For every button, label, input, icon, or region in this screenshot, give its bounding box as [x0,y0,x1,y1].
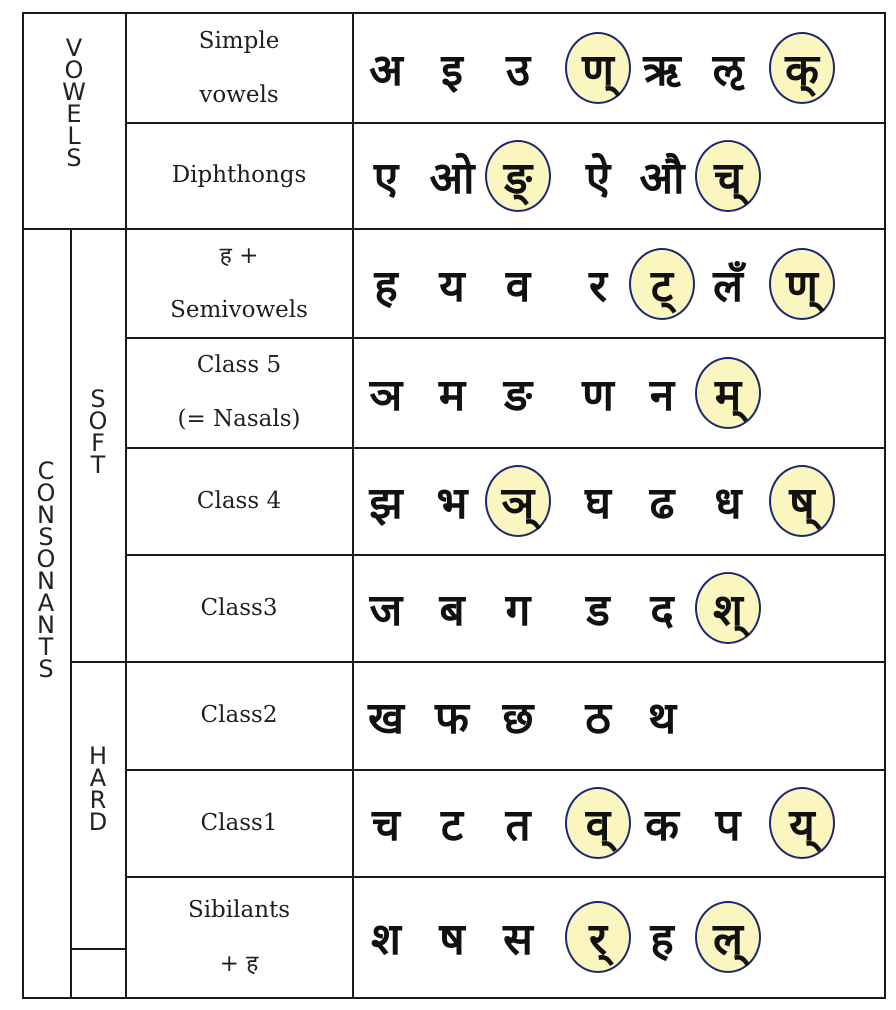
category-label-line: Class 5 [196,352,282,378]
letter: ण [582,369,614,421]
letter: त [505,800,531,851]
group-label-letter: A [89,764,107,792]
group-label-letter: D [88,808,108,836]
letter: अ [369,45,403,96]
letter: ऐ [585,152,611,204]
category-label [126,662,352,769]
marked-letter: ल् [695,901,761,973]
marked-letter: ट् [629,248,695,320]
letter: इ [441,45,463,96]
category-label-line: Diphthongs [171,162,307,188]
letter: ढ [649,478,675,529]
marked-letter: श् [695,572,761,644]
letter: क [645,800,679,851]
category-label-line: + ह [219,950,259,977]
letter: म [438,369,466,421]
group-label-letter: W [62,78,86,106]
category-label [126,14,352,122]
category-label-line: Class3 [200,594,278,621]
row-divider-8 [352,876,886,878]
marked-letter: च् [695,140,761,212]
letter: ञ [369,369,403,421]
letter: ह [374,260,398,312]
group-label-letter: N [37,501,55,529]
group-label-letter: T [90,451,106,479]
marked-letter: र् [565,901,631,973]
category-label-line: Class1 [200,809,278,836]
group-label-letter: S [66,144,82,172]
letter: ब [439,585,465,636]
letter: ऌ [712,45,744,96]
letter: ध [714,478,742,529]
hard-bottom-divider [70,948,126,950]
category-label-line: vowels [199,81,279,108]
letter: च [372,800,400,851]
letter: झ [369,478,403,529]
category-label [126,230,352,337]
letter: प [715,800,741,851]
marked-letter: ण् [565,32,631,104]
row-divider-4 [352,447,886,449]
letter: फ [435,692,469,744]
letter: द [650,585,674,636]
letter: ष [439,914,465,965]
letter: ड [586,585,610,636]
category-label-line: Sibilants [187,896,291,923]
letter: ऋ [643,45,681,96]
row-divider-1 [352,122,886,124]
group-label-letter: R [89,786,107,814]
group-label-letter: T [38,633,54,661]
letter: लँ [713,260,743,312]
letter: थ [647,692,677,744]
marked-letter: ष् [769,465,835,537]
letter: ख [368,692,404,744]
group-label-letter: F [91,429,105,457]
category-label [126,770,352,876]
category-label-line: Class 4 [196,487,282,514]
category-label-line: Semivowels [170,297,308,323]
letter: र [589,260,607,312]
group-label-letter: S [90,385,106,413]
letter: भ [436,478,468,529]
letter: व [505,260,531,312]
group-label-letter: S [38,655,54,683]
group-label-letter: A [37,589,55,617]
category-label-line: Class2 [200,702,278,728]
group-label-hard [86,742,110,836]
table-border-right [884,12,886,999]
category-label [126,877,352,997]
letter: ह [650,914,674,965]
group-label-letter: O [36,479,56,507]
letter: ज [369,585,403,636]
letter: ए [373,152,399,204]
category-label [126,448,352,554]
category-label [126,123,352,228]
letter: य [439,260,465,312]
group-label-letter: O [36,545,56,573]
group-label-consonants [34,457,58,683]
group-label-vowels [62,34,86,172]
table-border-left [22,12,24,999]
group-label-letter: E [66,100,82,128]
category-label-line: Simple [198,27,280,54]
row-divider-7 [352,769,886,771]
letter: न [649,369,675,421]
marked-letter: ङ् [485,140,551,212]
marked-letter: क् [769,32,835,104]
letter: ठ [585,692,611,744]
group-label-letter: V [65,34,83,62]
letter: ङ [503,369,533,421]
marked-letter: म् [695,357,761,429]
marked-letter: य् [769,787,835,859]
letter: श [371,914,401,965]
marked-letter: ञ् [485,465,551,537]
row-divider-5 [352,554,886,556]
marked-letter: व् [565,787,631,859]
group-label-soft [86,385,110,479]
letter: ओ [429,152,475,204]
category-label [126,338,352,447]
group-label-letter: N [37,567,55,595]
group-label-letter: S [38,523,54,551]
category-label [126,555,352,661]
group-label-letter: O [64,56,84,84]
letter: ग [505,585,531,636]
letter: घ [584,478,611,529]
group-label-letter: O [88,407,108,435]
letter: ट [440,800,464,851]
table-border-bottom [22,997,886,999]
group-label-letter: C [37,457,55,485]
letter: औ [639,152,685,204]
group-label-letter: H [88,742,108,770]
letter: स [503,914,533,965]
category-label-line: (= Nasals) [177,406,301,432]
marked-letter: ण् [769,248,835,320]
category-label-line: ह + [219,243,259,269]
row-divider-3 [352,337,886,339]
letter: उ [505,45,531,96]
group-label-letter: L [67,122,81,150]
letter: छ [502,692,534,744]
group-label-letter: N [37,611,55,639]
divider-subgroup-column [70,229,72,999]
